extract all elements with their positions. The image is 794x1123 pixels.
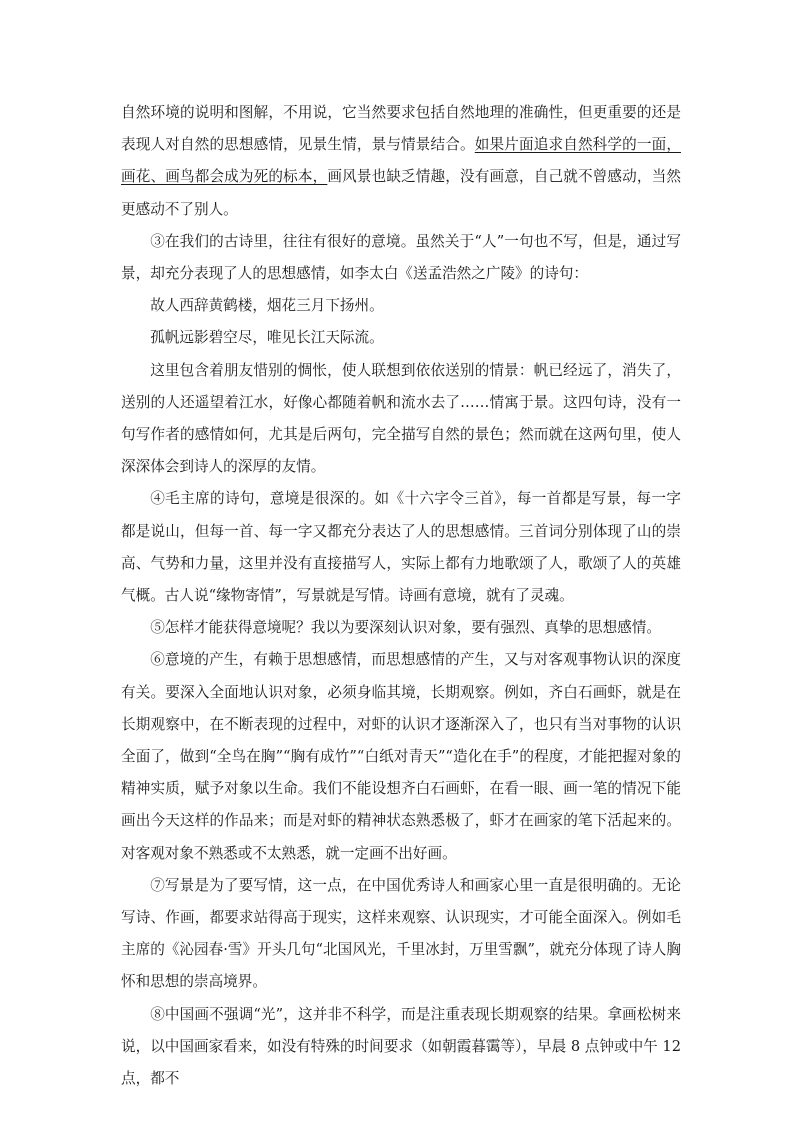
paragraph-3: ③在我们的古诗里，往往有很好的意境。虽然关于“人”一句也不写，但是，通过写景，却充分表现了人的思想感情，如李太白《送孟浩然之广陵》的诗句：	[121, 232, 681, 283]
poem-line-2: 孤帆远影碧空尽，唯见长江天际流。	[150, 329, 384, 347]
paragraph-poem-analysis: 这里包含着朋友惜别的惆怅，使人联想到依依送别的情景：帆已经远了，消失了，送别的人还遥望着江水，好像心都随着帆和流水去了……情寓于景。这四句诗，没有一句写作者的感情如何，尤其是后两句，完全描写自然的景色；然而就在这两句里，使人深深体会到诗人的深厚的友情。	[121, 361, 681, 476]
poem-line-1: 故人西辞黄鹤楼，烟花三月下扬州。	[150, 297, 384, 315]
paragraph-8: ⑧中国画不强调“光”，这并非不科学，而是注重表现长期观察的结果。拿画松树来说，以中国画家看来，如没有特殊的时间要求（如朝霞暮霭等），早晨 8 点钟或中午 12 点，都不	[121, 1005, 681, 1088]
essay-body	[121, 97, 681, 1095]
paragraph-5: ⑤怎样才能获得意境呢？我以为要深刻认识对象，要有强烈、真挚的思想感情。	[150, 619, 661, 637]
paragraph-4: ④毛主席的诗句，意境是很深的。如《十六字令三首》，每一首都是写景，每一字都是说山，但每一首、每一字又都充分表达了人的思想感情。三首词分别体现了山的崇高、气势和力量，这里并没有直接描写人，实际上都有力地歌颂了人，歌颂了人的英雄气概。古人说“缘物寄情”，写景就是写情。诗画有意境，就有了灵魂。	[121, 490, 681, 605]
underlined-sentence: 如果片面追求自然科学的一面，画花、画鸟都会成为死的标本，	[121, 136, 681, 186]
paragraph-continuation	[121, 97, 681, 226]
paragraph-7: ⑦写景是为了要写情，这一点，在中国优秀诗人和画家心里一直是很明确的。无论写诗、作画，都要求站得高于现实，这样来观察、认识现实，才可能全面深入。例如毛主席的《沁园春·雪》开头几句“北国风光，千里冰封，万里雪飘”，就充分体现了诗人胸怀和思想的崇高境界。	[121, 876, 681, 991]
text-segment: 自然环境的说明和图解，不用说，它当然要求包括自然地理的准确性，但更重要的还是表现人对自然的思想感情，见景生情，景与情景结合。	[121, 104, 681, 154]
text-segment: 画风景也缺乏情趣，没有画意，自己就不曾感动，当然更感动不了别人。	[121, 168, 681, 218]
paragraph-6: ⑥意境的产生，有赖于思想感情，而思想感情的产生，又与对客观事物认识的深度有关。要深入全面地认识对象，必须身临其境，长期观察。例如，齐白石画虾，就是在长期观察中，在不断表现的过程中，对虾的认识才逐渐深入了，也只有当对事物的认识全面了，做到“全鸟在胸”“胸有成竹”“白纸对青天”“造化在手”的程度，才能把握对象的精神实质，赋予对象以生命。我们不能设想齐白石画虾，在看一眼、画一笔的情况下能画出今天这样的作品来；而是对虾的精神状态熟悉极了，虾才在画家的笔下活起来的。对客观对象不熟悉或不太熟悉，就一定画不出好画。	[121, 651, 681, 862]
